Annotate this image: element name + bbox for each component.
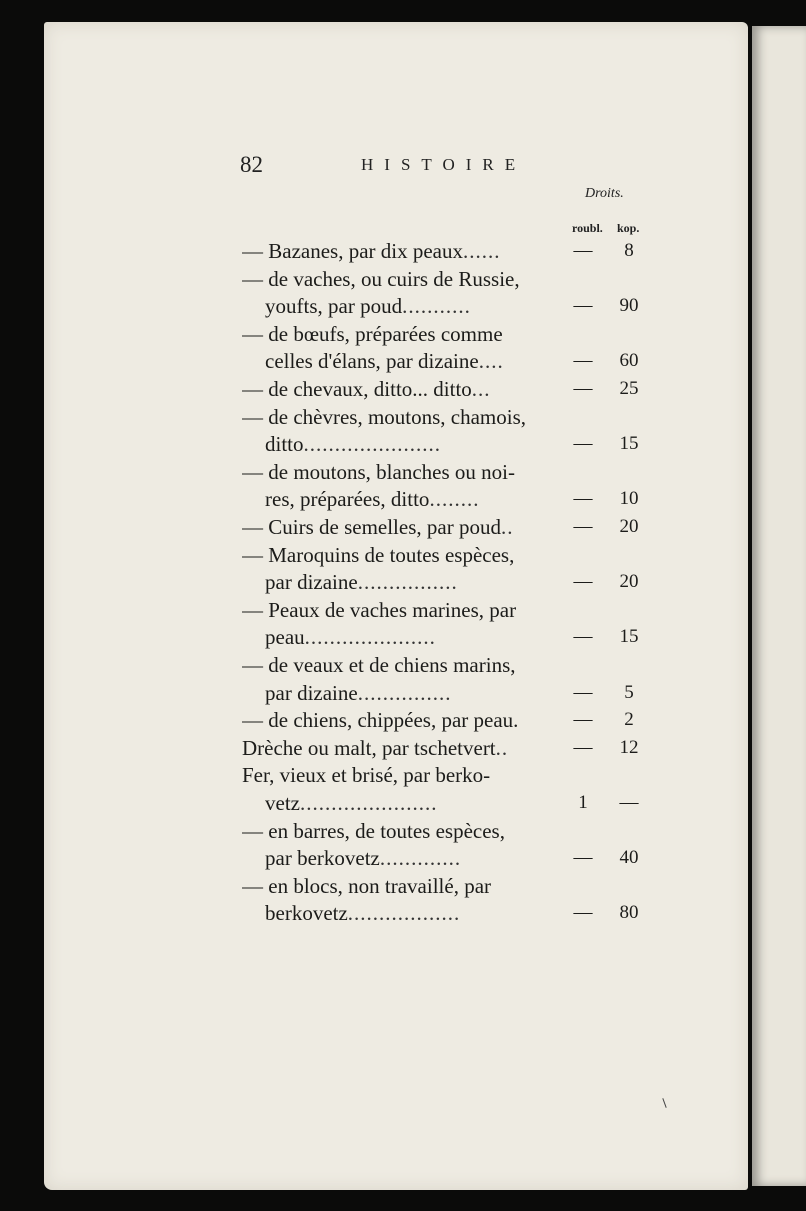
- entry-label: — Peaux de vaches marines, par: [242, 597, 517, 622]
- kopecks-value: 15: [619, 433, 639, 455]
- kopecks-value: 2: [624, 709, 634, 731]
- roubles-value: —: [573, 488, 593, 510]
- kopecks-value: 15: [619, 626, 639, 648]
- leader-dots: ..: [500, 515, 514, 539]
- leader-dots: ...: [471, 377, 491, 401]
- entry-text: [265, 429, 562, 459]
- entry-text: [242, 650, 562, 680]
- entry-label: peau: [265, 625, 305, 650]
- kopecks-value: 8: [624, 240, 634, 261]
- entry-label: par dizaine: [265, 680, 358, 705]
- page-number: 82: [240, 152, 263, 177]
- entry-label: — de chevaux, ditto... ditto: [242, 377, 472, 401]
- running-title: HISTOIRE: [361, 155, 527, 174]
- kopecks-value: 40: [619, 847, 639, 869]
- entry-label: — de chiens, chippées, par peau.: [242, 708, 519, 733]
- column-unit-kopecks: kop.: [617, 221, 640, 235]
- kopecks-value: —: [619, 792, 639, 813]
- entry-label: vetz: [265, 791, 300, 815]
- roubles-value: —: [573, 847, 593, 869]
- entry-text: [242, 236, 562, 266]
- entry-label: res, préparées, ditto: [265, 487, 430, 512]
- column-title-droits: Droits.: [585, 186, 624, 201]
- entry-text: [265, 788, 562, 818]
- kopecks-value: 10: [619, 488, 639, 510]
- leader-dots: ...........: [402, 294, 471, 319]
- kopecks-value: 90: [619, 295, 639, 317]
- roubles-value: —: [573, 516, 593, 537]
- roubles-value: —: [573, 433, 593, 455]
- leader-dots: ...............: [357, 680, 452, 705]
- entry-label: youfts, par poud: [265, 294, 403, 319]
- entry-text: [265, 843, 562, 873]
- roubles-value: —: [573, 350, 593, 372]
- entry-text: [242, 705, 562, 735]
- roubles-value: —: [573, 240, 593, 261]
- kopecks-value: 20: [619, 571, 639, 593]
- entry-text: [242, 374, 562, 404]
- entry-text: [265, 484, 562, 514]
- entry-label: — de moutons, blanches ou noi-: [242, 459, 515, 484]
- roubles-value: —: [573, 378, 593, 399]
- entry-label: — Cuirs de semelles, par poud: [242, 515, 501, 539]
- entry-text: [242, 457, 562, 487]
- roubles-value: —: [573, 295, 593, 317]
- leader-dots: .....................: [304, 625, 436, 650]
- entry-text: [242, 871, 562, 901]
- entry-label: — de chèvres, moutons, chamois,: [242, 404, 527, 429]
- roubles-value: —: [573, 681, 593, 703]
- leader-dots: ..................: [347, 901, 461, 926]
- entry-label: Fer, vieux et brisé, par berko-: [242, 763, 491, 788]
- entry-label: — de vaches, ou cuirs de Russie,: [242, 266, 520, 291]
- entry-label: — de bœufs, préparées comme: [242, 321, 503, 346]
- leader-dots: ........: [429, 487, 480, 512]
- entry-label: Drèche ou malt, par tschetvert: [242, 735, 496, 760]
- entry-label: — en barres, de toutes espèces,: [242, 818, 505, 843]
- leader-dots: ......................: [303, 432, 442, 457]
- entry-text: [265, 622, 562, 652]
- roubles-value: —: [573, 571, 593, 593]
- entry-text: [265, 346, 562, 376]
- entry-label: par dizaine: [265, 570, 358, 595]
- entry-text: [242, 540, 562, 570]
- kopecks-value: 20: [619, 516, 639, 537]
- kopecks-value: 60: [619, 350, 639, 372]
- entry-text: [242, 319, 562, 349]
- leader-dots: ......................: [299, 791, 438, 815]
- roubles-value: —: [573, 626, 593, 648]
- leader-dots: ................: [357, 570, 458, 595]
- entry-text: [242, 595, 562, 625]
- roubles-value: —: [573, 736, 593, 758]
- entry-label: berkovetz: [265, 901, 348, 926]
- leader-dots: ......: [463, 239, 501, 263]
- roubles-value: 1: [578, 792, 588, 813]
- entry-text: [242, 264, 562, 294]
- leader-dots: .............: [379, 846, 462, 871]
- entry-text: [242, 512, 562, 542]
- entry-label: ditto: [265, 432, 304, 457]
- entry-label: — de veaux et de chiens marins,: [242, 653, 516, 677]
- kopecks-value: 12: [619, 736, 639, 758]
- entry-text: [265, 678, 562, 708]
- entry-label: celles d'élans, par dizaine: [265, 349, 479, 374]
- entry-label: — Bazanes, par dix peaux: [242, 239, 464, 263]
- entry-text: [265, 567, 562, 597]
- entry-text: [242, 760, 562, 790]
- entry-label: par berkovetz: [265, 846, 380, 871]
- leader-dots: ....: [478, 349, 504, 374]
- roubles-value: —: [573, 709, 593, 731]
- kopecks-value: 25: [619, 378, 639, 399]
- entry-text: [265, 291, 562, 321]
- entry-text: [242, 733, 562, 763]
- entry-label: — Maroquins de toutes espèces,: [242, 542, 515, 567]
- kopecks-value: 80: [619, 902, 639, 924]
- kopecks-value: 5: [624, 681, 634, 703]
- entry-text: [242, 402, 562, 432]
- entry-label: — en blocs, non travaillé, par: [242, 873, 492, 898]
- roubles-value: —: [573, 902, 593, 924]
- entry-text: [242, 816, 562, 846]
- leader-dots: ..: [495, 735, 509, 760]
- column-unit-roubles: roubl.: [572, 221, 603, 235]
- entry-text: [265, 898, 562, 928]
